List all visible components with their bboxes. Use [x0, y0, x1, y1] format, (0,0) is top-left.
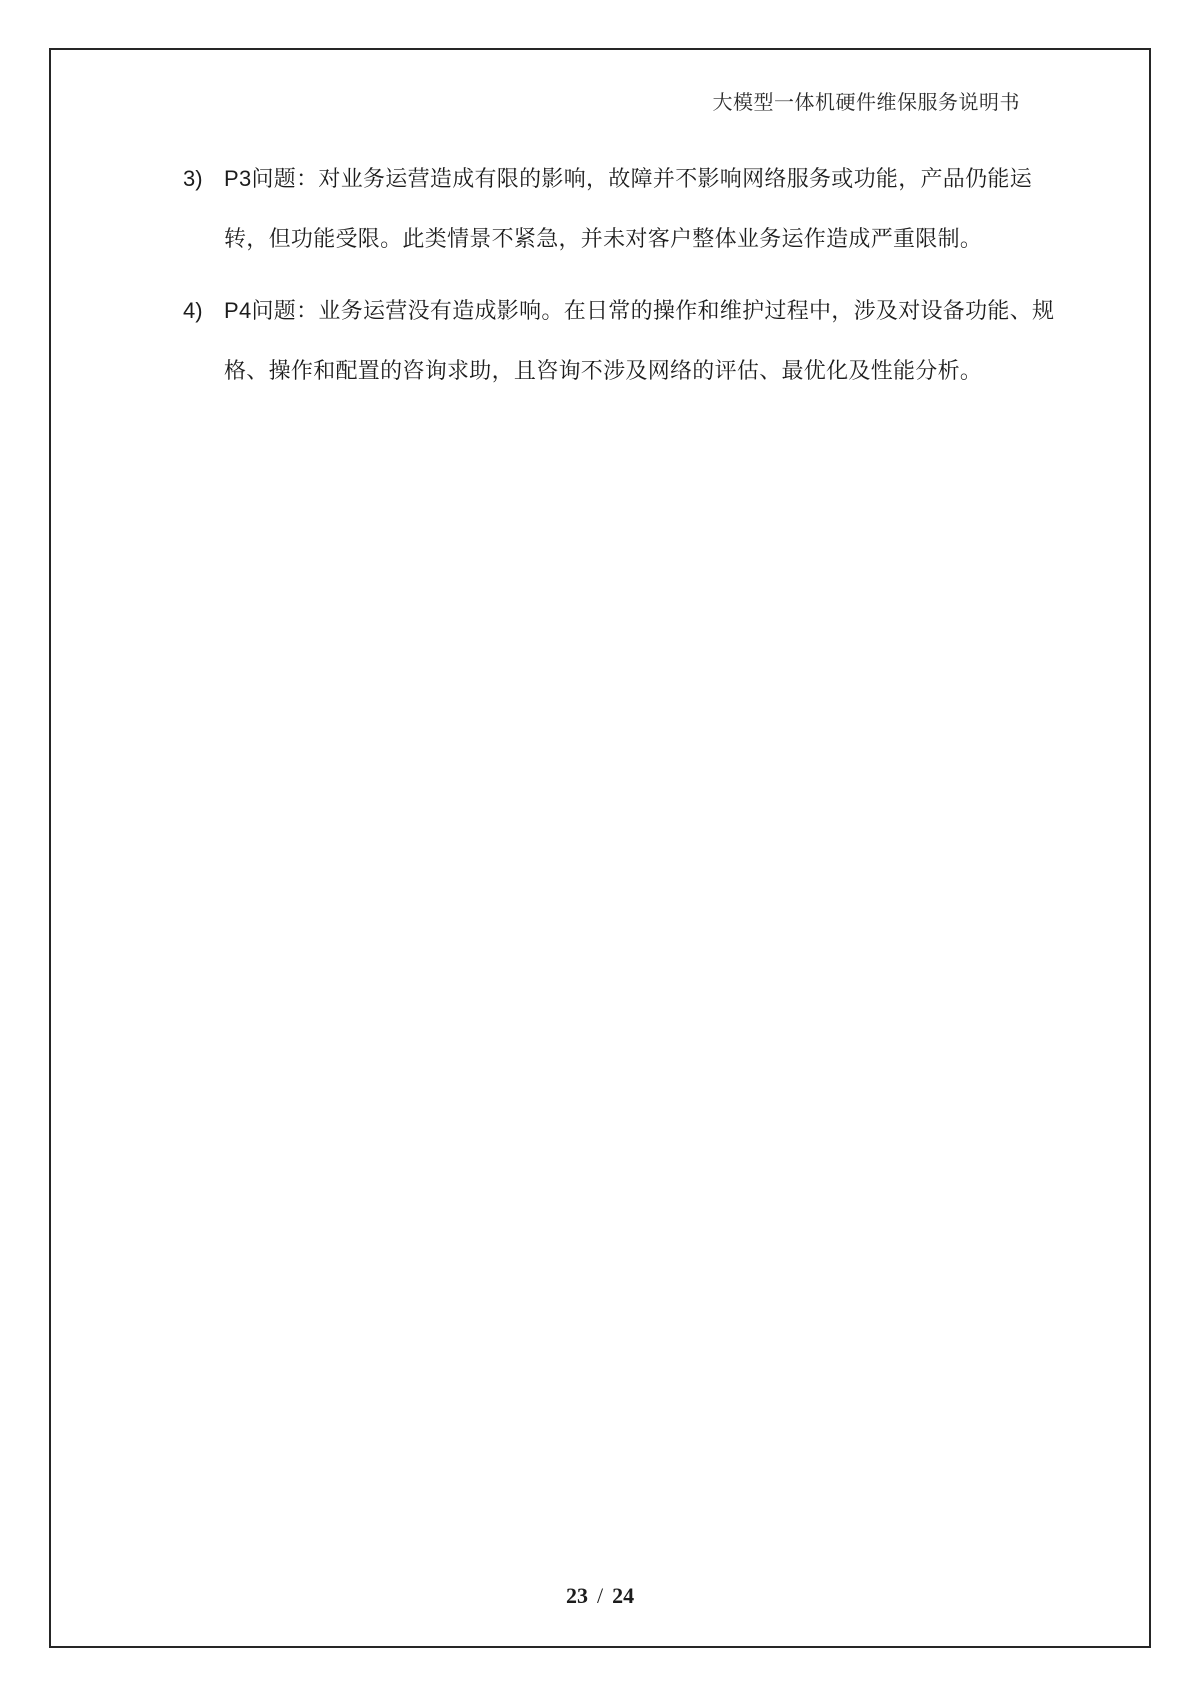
list-item-number: 3)	[183, 166, 203, 191]
page-footer	[0, 1583, 1200, 1609]
list-item-line: 转，但功能受限。此类情景不紧急，并未对客户整体业务运作造成严重限制。	[224, 226, 983, 251]
footer-page-separator: /	[596, 1583, 604, 1608]
footer-total-pages: 24	[612, 1583, 635, 1608]
list-item-p3	[183, 149, 1140, 269]
list-item-text	[224, 149, 1140, 269]
list-item-line: 格、操作和配置的咨询求助，且咨询不涉及网络的评估、最优化及性能分析。	[224, 358, 983, 383]
list-item-text	[224, 281, 1140, 401]
numbered-list	[183, 149, 1140, 401]
header-title: 大模型一体机硬件维保服务说明书	[712, 92, 1020, 114]
list-item-p4	[183, 281, 1140, 401]
list-item-line: P3问题：对业务运营造成有限的影响，故障并不影响网络服务或功能，产品仍能运	[224, 166, 1033, 191]
page-header	[0, 86, 1020, 115]
list-item-line: P4问题：业务运营没有造成影响。在日常的操作和维护过程中，涉及对设备功能、规	[224, 298, 1055, 323]
footer-current-page: 23	[565, 1583, 588, 1608]
list-item-number: 4)	[183, 298, 203, 323]
